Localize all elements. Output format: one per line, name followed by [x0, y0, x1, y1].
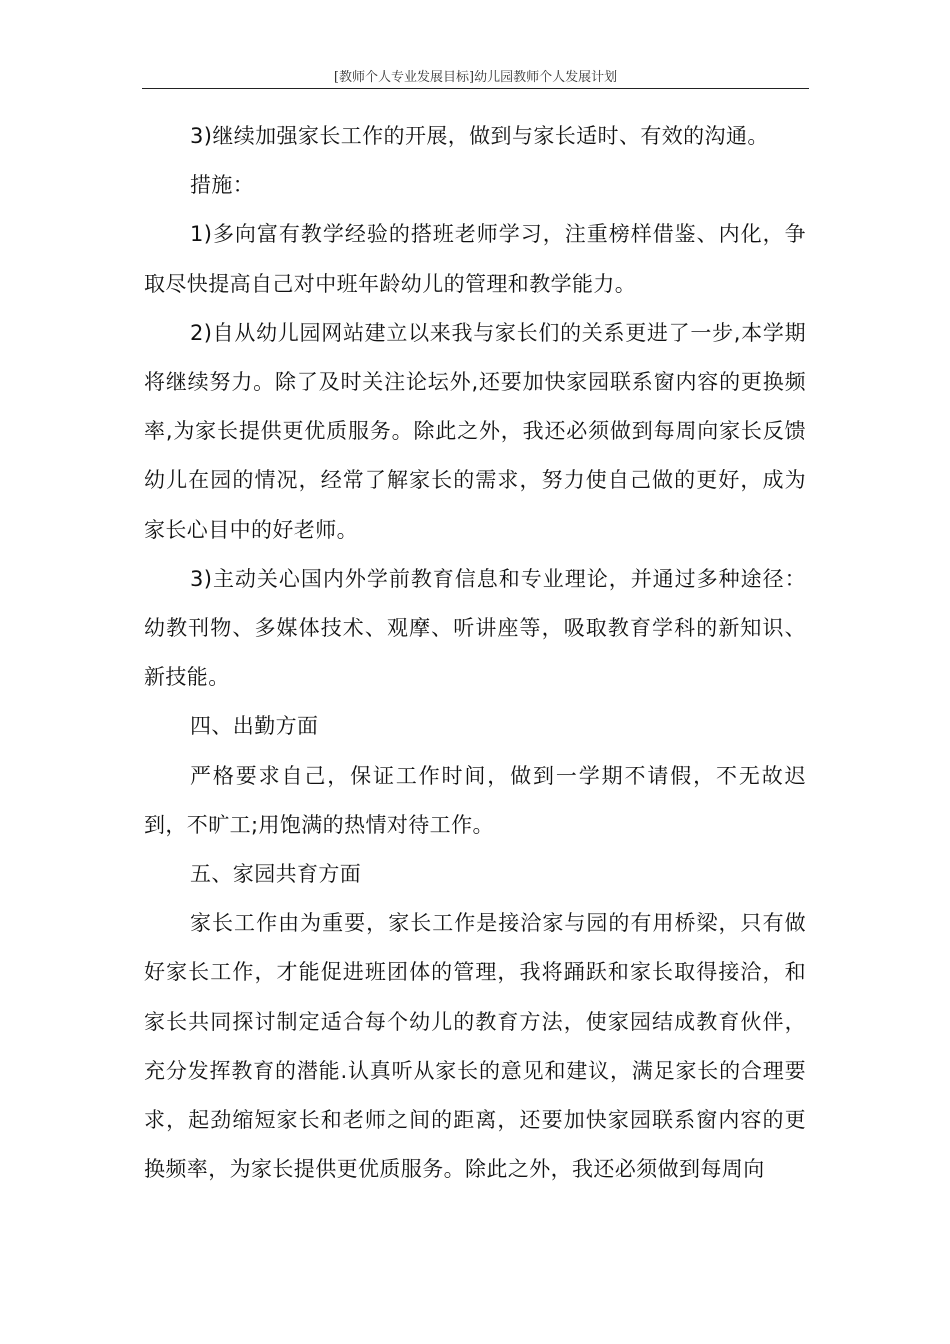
header-divider	[142, 88, 809, 89]
paragraph-measure-3: 3)主动关心国内外学前教育信息和专业理论，并通过多种途径：幼教刊物、多媒体技术、观摩、听讲座等，吸取教育学科的新知识、新技能。	[144, 566, 806, 690]
paragraph-measures-heading: 措施：	[190, 173, 255, 198]
document-body	[144, 112, 806, 1194]
paragraph-item-3-communication: 3)继续加强家长工作的开展，做到与家长适时、有效的沟通。	[190, 124, 769, 148]
running-header: [教师个人专业发展目标]幼儿园教师个人发展计划	[333, 70, 618, 85]
paragraph-home-school: 家长工作由为重要，家长工作是接洽家与园的有用桥梁，只有做好家长工作，才能促进班团体的管理，我将踊跃和家长取得接洽，和家长共同探讨制定适合每个幼儿的教育方法，使家园结成教育伙伴，充分发挥教育的潜能.认真听从家长的意见和建议，满足家长的合理要求，起劲缩短家长和老师之间的距离，还要加快家园联系窗内容的更换频率，为家长提供更优质服务。除此之外，我还必须做到每周向	[144, 911, 806, 1182]
section-heading-attendance: 四、出勤方面	[190, 714, 319, 739]
paragraph-measure-1: 1)多向富有教学经验的搭班老师学习，注重榜样借鉴、内化，争取尽快提高自己对中班年龄幼儿的管理和教学能力。	[144, 222, 806, 296]
section-heading-home-school: 五、家园共育方面	[190, 862, 362, 887]
paragraph-attendance: 严格要求自己，保证工作时间，做到一学期不请假，不无故迟到，不旷工;用饱满的热情对待工作。	[144, 763, 806, 837]
paragraph-measure-2: 2)自从幼儿园网站建立以来我与家长们的关系更进了一步,本学期将继续努力。除了及时关注论坛外,还要加快家园联系窗内容的更换频率,为家长提供更优质服务。除此之外，我还必须做到每周向家长反馈幼儿在园的情况，经常了解家长的需求，努力使自己做的更好，成为家长心目中的好老师。	[144, 320, 806, 542]
